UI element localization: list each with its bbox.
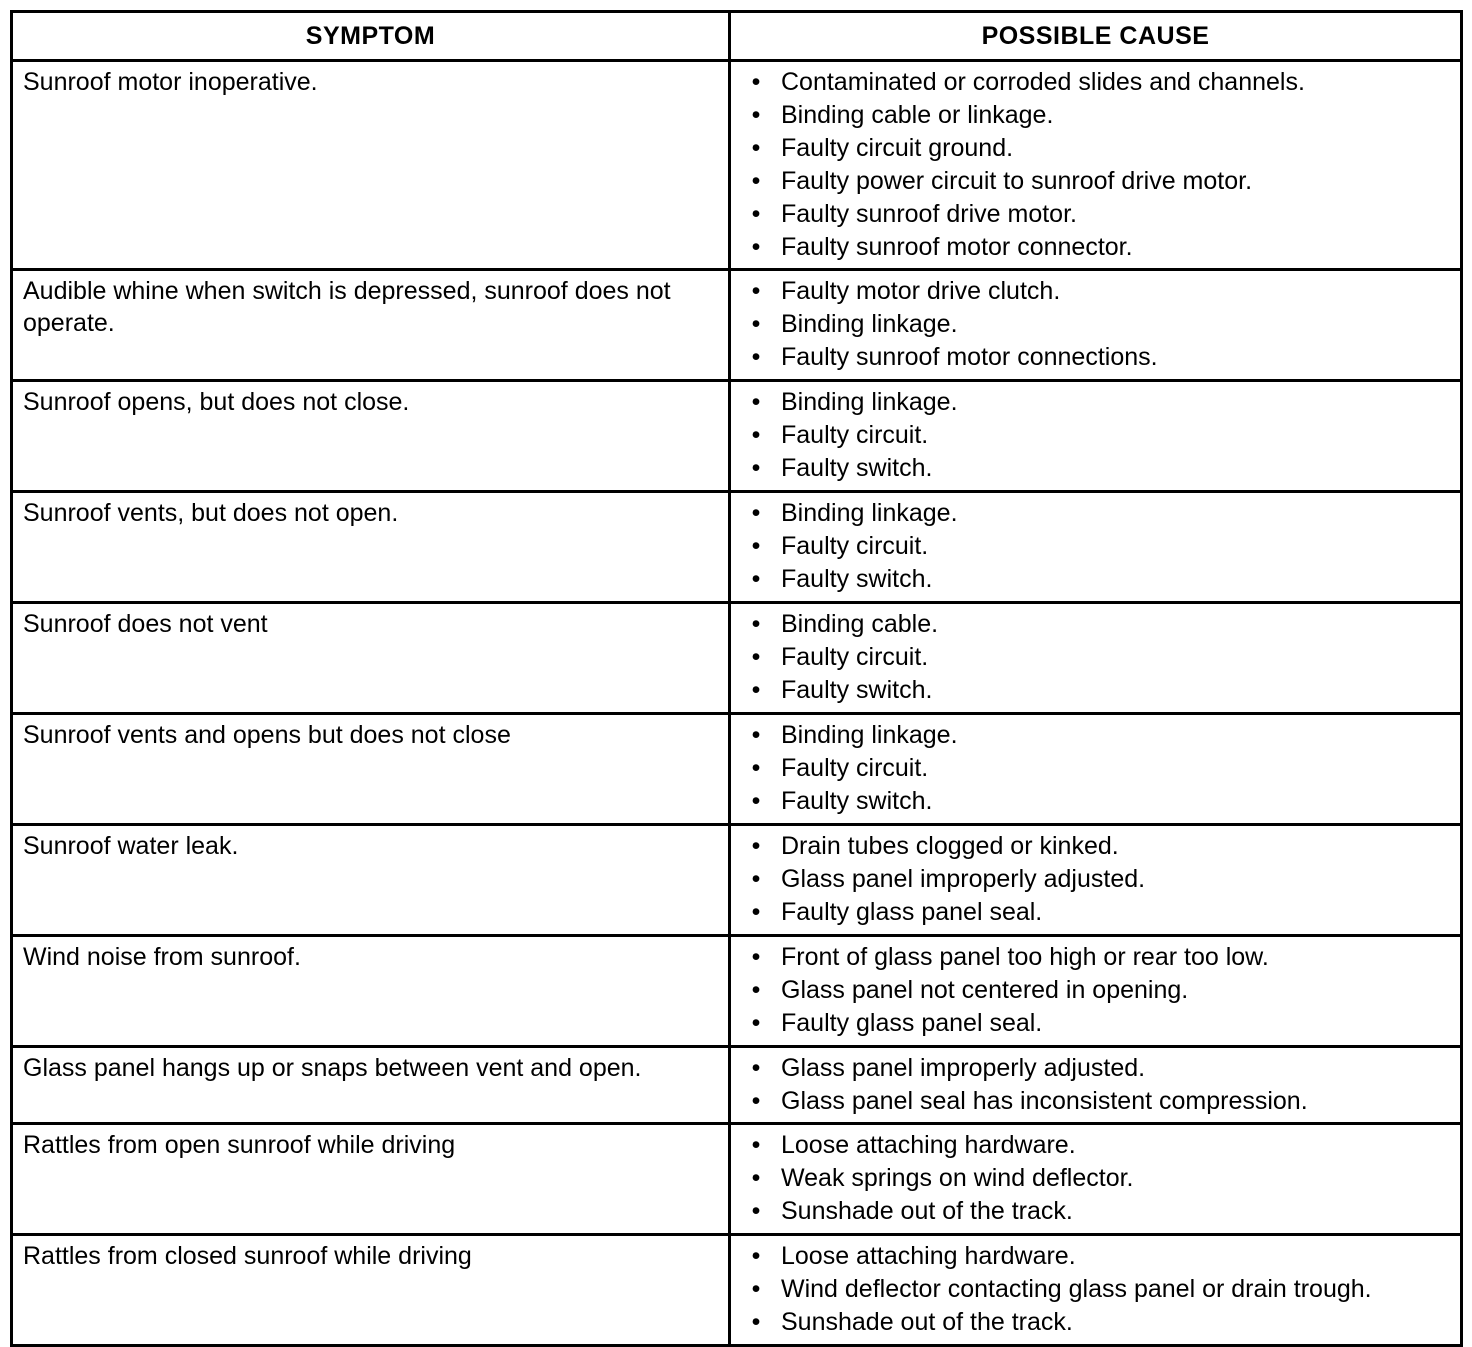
table-row bbox=[12, 61, 1462, 270]
cause-cell bbox=[730, 1235, 1462, 1346]
cause-list-item bbox=[749, 830, 1452, 863]
bullet-icon: • bbox=[751, 277, 761, 305]
bullet-icon: • bbox=[751, 454, 761, 482]
cause-list-item bbox=[749, 530, 1452, 563]
cause-cell bbox=[730, 381, 1462, 492]
cause-text: Faulty glass panel seal. bbox=[781, 898, 1043, 926]
troubleshooting-table bbox=[10, 10, 1463, 1347]
cause-text: Binding cable. bbox=[781, 610, 939, 638]
document-page bbox=[10, 10, 1460, 1347]
cause-list-item bbox=[749, 1162, 1452, 1195]
cause-text: Wind deflector contacting glass panel or drain trough. bbox=[781, 1275, 1372, 1303]
cause-list bbox=[749, 497, 1452, 596]
cause-text: Sunshade out of the track. bbox=[781, 1197, 1073, 1225]
cause-list-item bbox=[749, 641, 1452, 674]
cause-text: Loose attaching hardware. bbox=[781, 1131, 1076, 1159]
cause-list-item bbox=[749, 863, 1452, 896]
cause-text: Faulty switch. bbox=[781, 676, 933, 704]
cause-list-item bbox=[749, 785, 1452, 818]
cause-cell bbox=[730, 603, 1462, 714]
bullet-icon: • bbox=[751, 421, 761, 449]
bullet-icon: • bbox=[751, 865, 761, 893]
cause-list-item bbox=[749, 419, 1452, 452]
cause-list-item bbox=[749, 1273, 1452, 1306]
cause-list-item bbox=[749, 497, 1452, 530]
cause-list bbox=[749, 1240, 1452, 1339]
bullet-icon: • bbox=[751, 1054, 761, 1082]
bullet-icon: • bbox=[751, 343, 761, 371]
cause-text: Front of glass panel too high or rear too low. bbox=[781, 943, 1269, 971]
cause-list-item bbox=[749, 231, 1452, 264]
cause-list-item bbox=[749, 1007, 1452, 1040]
symptom-cell: Sunroof vents, but does not open. bbox=[12, 492, 730, 603]
cause-list-item bbox=[749, 608, 1452, 641]
cause-text: Binding linkage. bbox=[781, 388, 958, 416]
cause-text: Faulty sunroof drive motor. bbox=[781, 200, 1077, 228]
bullet-icon: • bbox=[751, 101, 761, 129]
cause-list-item bbox=[749, 66, 1452, 99]
cause-text: Faulty circuit. bbox=[781, 532, 929, 560]
bullet-icon: • bbox=[751, 943, 761, 971]
cause-cell bbox=[730, 714, 1462, 825]
bullet-icon: • bbox=[751, 1131, 761, 1159]
cause-cell bbox=[730, 1124, 1462, 1235]
bullet-icon: • bbox=[751, 200, 761, 228]
symptom-cell: Sunroof water leak. bbox=[12, 825, 730, 936]
cause-text: Drain tubes clogged or kinked. bbox=[781, 832, 1119, 860]
cause-text: Faulty circuit. bbox=[781, 643, 929, 671]
cause-text: Faulty circuit. bbox=[781, 421, 929, 449]
cause-list-item bbox=[749, 132, 1452, 165]
cause-list bbox=[749, 66, 1452, 264]
cause-list-item bbox=[749, 165, 1452, 198]
cause-text: Faulty motor drive clutch. bbox=[781, 277, 1061, 305]
table-row bbox=[12, 492, 1462, 603]
symptom-column-header: SYMPTOM bbox=[12, 12, 730, 61]
cause-list-item bbox=[749, 275, 1452, 308]
cause-text: Faulty sunroof motor connections. bbox=[781, 343, 1158, 371]
table-row bbox=[12, 603, 1462, 714]
bullet-icon: • bbox=[751, 643, 761, 671]
cause-text: Glass panel seal has inconsistent compression. bbox=[781, 1087, 1308, 1115]
table-body bbox=[12, 61, 1462, 1346]
table-row bbox=[12, 270, 1462, 381]
table-row bbox=[12, 1235, 1462, 1346]
symptom-cell: Rattles from closed sunroof while driving bbox=[12, 1235, 730, 1346]
cause-list-item bbox=[749, 1052, 1452, 1085]
cause-text: Faulty sunroof motor connector. bbox=[781, 233, 1133, 261]
cause-list-item bbox=[749, 941, 1452, 974]
bullet-icon: • bbox=[751, 167, 761, 195]
bullet-icon: • bbox=[751, 1242, 761, 1270]
cause-list bbox=[749, 1129, 1452, 1228]
cause-list bbox=[749, 941, 1452, 1040]
cause-list bbox=[749, 386, 1452, 485]
bullet-icon: • bbox=[751, 310, 761, 338]
cause-list-item bbox=[749, 563, 1452, 596]
bullet-icon: • bbox=[751, 565, 761, 593]
bullet-icon: • bbox=[751, 721, 761, 749]
cause-column-header: POSSIBLE CAUSE bbox=[730, 12, 1462, 61]
symptom-cell: Wind noise from sunroof. bbox=[12, 936, 730, 1047]
cause-list-item bbox=[749, 308, 1452, 341]
cause-list-item bbox=[749, 974, 1452, 1007]
cause-text: Binding linkage. bbox=[781, 310, 958, 338]
cause-text: Binding linkage. bbox=[781, 499, 958, 527]
symptom-cell: Audible whine when switch is depressed, sunroof does not operate. bbox=[12, 270, 730, 381]
cause-text: Binding cable or linkage. bbox=[781, 101, 1054, 129]
bullet-icon: • bbox=[751, 1087, 761, 1115]
table-row bbox=[12, 714, 1462, 825]
cause-list-item bbox=[749, 674, 1452, 707]
cause-list bbox=[749, 608, 1452, 707]
cause-text: Glass panel improperly adjusted. bbox=[781, 1054, 1146, 1082]
cause-cell bbox=[730, 825, 1462, 936]
cause-cell bbox=[730, 1047, 1462, 1124]
bullet-icon: • bbox=[751, 1164, 761, 1192]
symptom-cell: Sunroof does not vent bbox=[12, 603, 730, 714]
cause-list-item bbox=[749, 752, 1452, 785]
cause-cell bbox=[730, 270, 1462, 381]
bullet-icon: • bbox=[751, 499, 761, 527]
cause-list-item bbox=[749, 341, 1452, 374]
bullet-icon: • bbox=[751, 976, 761, 1004]
cause-list-item bbox=[749, 386, 1452, 419]
cause-text: Glass panel not centered in opening. bbox=[781, 976, 1189, 1004]
cause-text: Faulty circuit. bbox=[781, 754, 929, 782]
symptom-cell: Sunroof motor inoperative. bbox=[12, 61, 730, 270]
table-row bbox=[12, 1124, 1462, 1235]
cause-text: Faulty glass panel seal. bbox=[781, 1009, 1043, 1037]
cause-list-item bbox=[749, 1129, 1452, 1162]
bullet-icon: • bbox=[751, 68, 761, 96]
cause-list-item bbox=[749, 1085, 1452, 1118]
cause-text: Glass panel improperly adjusted. bbox=[781, 865, 1146, 893]
cause-text: Faulty switch. bbox=[781, 565, 933, 593]
cause-list-item bbox=[749, 198, 1452, 231]
cause-list-item bbox=[749, 1195, 1452, 1228]
bullet-icon: • bbox=[751, 610, 761, 638]
symptom-cell: Sunroof vents and opens but does not close bbox=[12, 714, 730, 825]
symptom-cell: Rattles from open sunroof while driving bbox=[12, 1124, 730, 1235]
cause-text: Sunshade out of the track. bbox=[781, 1308, 1073, 1336]
cause-text: Faulty circuit ground. bbox=[781, 134, 1014, 162]
bullet-icon: • bbox=[751, 388, 761, 416]
symptom-cell: Sunroof opens, but does not close. bbox=[12, 381, 730, 492]
cause-list bbox=[749, 719, 1452, 818]
bullet-icon: • bbox=[751, 676, 761, 704]
cause-text: Weak springs on wind deflector. bbox=[781, 1164, 1134, 1192]
cause-list-item bbox=[749, 896, 1452, 929]
bullet-icon: • bbox=[751, 832, 761, 860]
cause-text: Contaminated or corroded slides and channels. bbox=[781, 68, 1305, 96]
cause-cell bbox=[730, 61, 1462, 270]
table-row bbox=[12, 381, 1462, 492]
cause-list-item bbox=[749, 719, 1452, 752]
cause-text: Loose attaching hardware. bbox=[781, 1242, 1076, 1270]
bullet-icon: • bbox=[751, 1197, 761, 1225]
bullet-icon: • bbox=[751, 787, 761, 815]
cause-text: Faulty switch. bbox=[781, 454, 933, 482]
bullet-icon: • bbox=[751, 898, 761, 926]
table-row bbox=[12, 825, 1462, 936]
bullet-icon: • bbox=[751, 233, 761, 261]
cause-list bbox=[749, 1052, 1452, 1118]
symptom-cell: Glass panel hangs up or snaps between vent and open. bbox=[12, 1047, 730, 1124]
table-row bbox=[12, 1047, 1462, 1124]
cause-list bbox=[749, 275, 1452, 374]
bullet-icon: • bbox=[751, 532, 761, 560]
cause-list-item bbox=[749, 1240, 1452, 1273]
cause-list-item bbox=[749, 1306, 1452, 1339]
bullet-icon: • bbox=[751, 1009, 761, 1037]
cause-text: Faulty power circuit to sunroof drive motor. bbox=[781, 167, 1253, 195]
cause-list bbox=[749, 830, 1452, 929]
cause-text: Binding linkage. bbox=[781, 721, 958, 749]
cause-cell bbox=[730, 492, 1462, 603]
cause-list-item bbox=[749, 99, 1452, 132]
header-row bbox=[12, 12, 1462, 61]
bullet-icon: • bbox=[751, 134, 761, 162]
bullet-icon: • bbox=[751, 1308, 761, 1336]
cause-cell bbox=[730, 936, 1462, 1047]
cause-list-item bbox=[749, 452, 1452, 485]
cause-text: Faulty switch. bbox=[781, 787, 933, 815]
bullet-icon: • bbox=[751, 1275, 761, 1303]
bullet-icon: • bbox=[751, 754, 761, 782]
table-row bbox=[12, 936, 1462, 1047]
